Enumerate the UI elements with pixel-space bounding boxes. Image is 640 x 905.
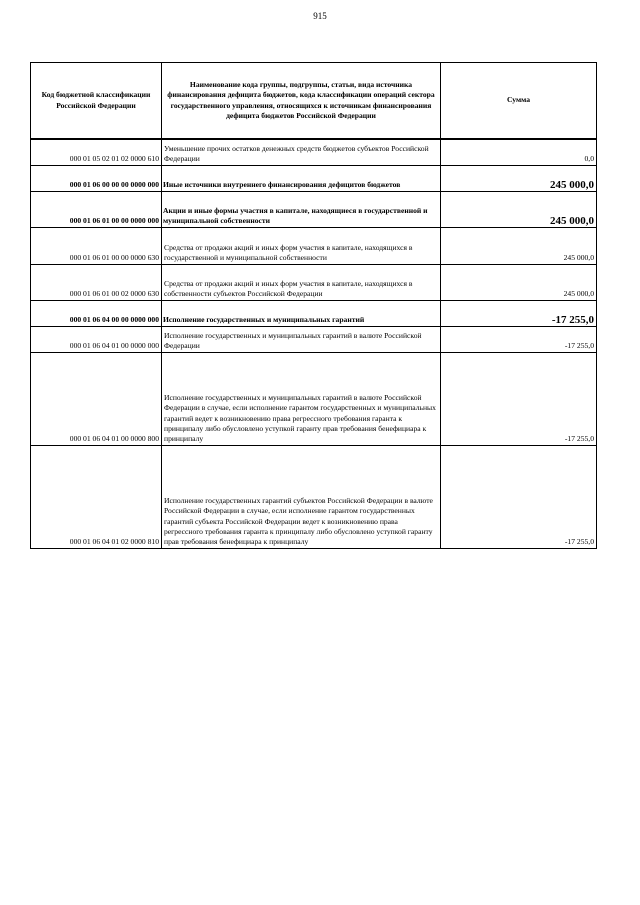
- row-sum: 245 000,0: [441, 165, 597, 191]
- header-name: Наименование кода группы, подгруппы, статьи, вида источника финансирования дефицита бюджетов, кода классификации операций сектора государственного управления, относящихся к источникам финансирования дефицита бюджетов Российской Федерации: [162, 63, 441, 140]
- row-name: Исполнение государственных и муниципальных гарантий в валюте Российской Федерации в случае, если исполнение гарантом государственных и муниципальных гарантий ведет к возникновению права регрессного требования гаранта к принципалу либо обусловлено уступкой гаранту прав требования бенефициара к принципалу: [162, 352, 441, 445]
- row-code: 000 01 06 01 00 00 0000 630: [31, 227, 162, 264]
- row-code: 000 01 06 01 00 02 0000 630: [31, 264, 162, 300]
- row-sum: -17 255,0: [441, 445, 597, 548]
- table-row: [31, 352, 597, 445]
- row-sum: 245 000,0: [441, 264, 597, 300]
- row-code: 000 01 06 00 00 00 0000 000: [31, 165, 162, 191]
- budget-sources-table: [30, 62, 597, 549]
- row-name: Средства от продажи акций и иных форм участия в капитале, находящихся в государственной и муниципальной собственности: [162, 227, 441, 264]
- row-code: 000 01 06 01 00 00 0000 000: [31, 191, 162, 227]
- row-sum: -17 255,0: [441, 352, 597, 445]
- table-row: [31, 227, 597, 264]
- row-sum: -17 255,0: [441, 326, 597, 352]
- row-sum: 0,0: [441, 139, 597, 165]
- row-sum: -17 255,0: [441, 300, 597, 326]
- table-row: [31, 165, 597, 191]
- header-code: Код бюджетной классификации Российской Федерации: [31, 63, 162, 140]
- row-code: 000 01 05 02 01 02 0000 610: [31, 139, 162, 165]
- table-row: [31, 191, 597, 227]
- table-header-row: [31, 63, 597, 140]
- row-code: 000 01 06 04 01 00 0000 800: [31, 352, 162, 445]
- header-sum: Сумма: [441, 63, 597, 140]
- row-name: Уменьшение прочих остатков денежных средств бюджетов субъектов Российской Федерации: [162, 139, 441, 165]
- row-code: 000 01 06 04 01 00 0000 000: [31, 326, 162, 352]
- row-name: Иные источники внутреннего финансирования дефицитов бюджетов: [162, 165, 441, 191]
- row-name: Исполнение государственных гарантий субъектов Российской Федерации в валюте Российской Федерации в случае, если исполнение гарантом государственных гарантий субъекта Российской Федерации ведет к возникновению права регрессного требования гаранта к принципалу либо обусловлено уступкой гаранту прав требования бенефициара к принципалу: [162, 445, 441, 548]
- row-name: Исполнение государственных и муниципальных гарантий: [162, 300, 441, 326]
- table-row: [31, 300, 597, 326]
- row-code: 000 01 06 04 01 02 0000 810: [31, 445, 162, 548]
- row-sum: 245 000,0: [441, 191, 597, 227]
- table-row: [31, 264, 597, 300]
- row-name: Исполнение государственных и муниципальных гарантий в валюте Российской Федерации: [162, 326, 441, 352]
- row-sum: 245 000,0: [441, 227, 597, 264]
- page-number: 915: [313, 11, 327, 21]
- row-name: Средства от продажи акций и иных форм участия в капитале, находящихся в собственности субъектов Российской Федерации: [162, 264, 441, 300]
- row-code: 000 01 06 04 00 00 0000 000: [31, 300, 162, 326]
- table-row: [31, 139, 597, 165]
- row-name: Акции и иные формы участия в капитале, находящиеся в государственной и муниципальной собственности: [162, 191, 441, 227]
- table-row: [31, 326, 597, 352]
- table-row: [31, 445, 597, 548]
